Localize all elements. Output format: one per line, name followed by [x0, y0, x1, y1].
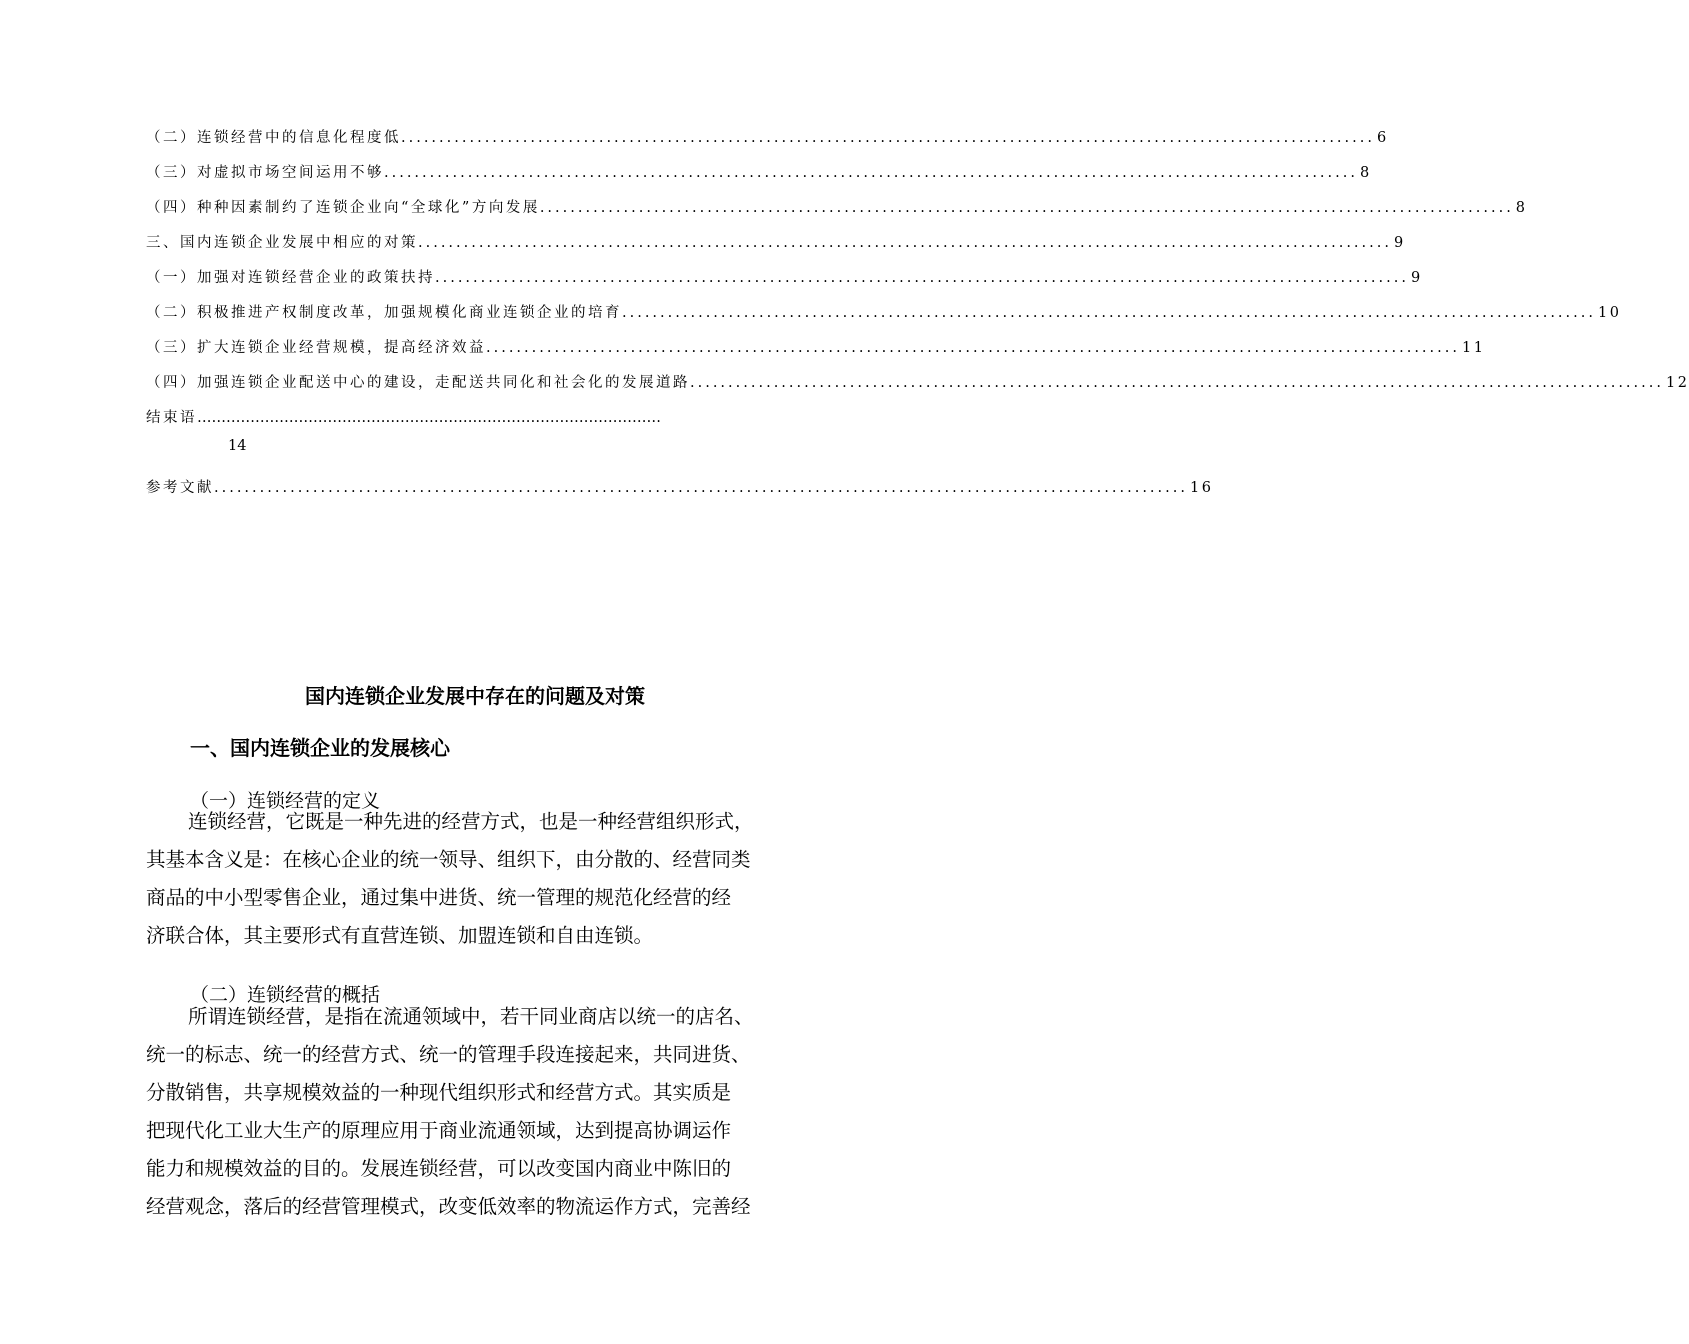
toc-entry-page: 11 — [1461, 340, 1486, 356]
toc-leader-dots: ................................................................................................................................ — [401, 130, 1375, 146]
toc-entry-label: （四）种种因素制约了连锁企业向“全球化”方向发展 — [146, 200, 540, 216]
section-heading: 一、国内连锁企业的发展核心 — [190, 736, 450, 760]
toc-entry-page: 10 — [1597, 305, 1622, 321]
toc-entry[interactable] — [146, 334, 1486, 369]
toc-leader-dots: ................................................................................................................................ — [384, 165, 1358, 181]
paragraph — [146, 998, 826, 1226]
toc-entry-label: （二）连锁经营中的信息化程度低 — [146, 130, 401, 146]
paragraph-line: 能力和规模效益的目的。发展连锁经营，可以改变国内商业中陈旧的 — [146, 1157, 732, 1180]
paragraph-line: 商品的中小型零售企业，通过集中进货、统一管理的规范化经营的经 — [146, 886, 732, 909]
toc-leader-ellipsis: …………………………………………………………………………………… — [197, 410, 661, 426]
toc-entry-label: （四）加强连锁企业配送中心的建设，走配送共同化和社会化的发展道路 — [146, 375, 690, 391]
toc-leader-dots: ................................................................................................................................ — [486, 340, 1460, 356]
toc-entry[interactable] — [146, 474, 1214, 509]
toc-leader-dots: ................................................................................................................................ — [539, 200, 1514, 216]
toc-entry-page: 16 — [1189, 480, 1214, 496]
toc-entry-label: （二）积极推进产权制度改革，加强规模化商业连锁企业的培育 — [146, 305, 622, 321]
toc-leader-dots: ................................................................................................................................ — [622, 305, 1596, 321]
document-title: 国内连锁企业发展中存在的问题及对策 — [305, 684, 645, 708]
toc-leader-dots: ................................................................................................................................ — [418, 235, 1392, 251]
toc-entry[interactable] — [146, 229, 1406, 264]
toc-entry-page: 8 — [1359, 165, 1372, 181]
table-of-contents — [146, 124, 1689, 439]
toc-leader-dots: ................................................................................................................................ — [435, 270, 1409, 286]
toc-entry[interactable] — [146, 369, 1689, 404]
toc-entry-conclusion[interactable] — [146, 404, 806, 439]
toc-entry[interactable] — [146, 264, 1423, 299]
toc-leader-dots: ................................................................................................................................ — [214, 480, 1188, 496]
toc-entry-label: 三、国内连锁企业发展中相应的对策 — [146, 235, 418, 251]
paragraph-line: 连锁经营，它既是一种先进的经营方式，也是一种经营组织形式， — [188, 810, 754, 833]
toc-leader-dots: ................................................................................................................................ — [690, 375, 1664, 391]
paragraph-line: 济联合体，其主要形式有直营连锁、加盟连锁和自由连锁。 — [146, 924, 654, 947]
paragraph-line: 把现代化工业大生产的原理应用于商业流通领域，达到提高协调运作 — [146, 1119, 732, 1142]
paragraph — [146, 803, 826, 955]
toc-entry-label: （三）对虚拟市场空间运用不够 — [146, 165, 384, 181]
toc-entry[interactable] — [146, 159, 1372, 194]
toc-entry-page: 9 — [1410, 270, 1423, 286]
subsection-heading: （二）连锁经营的概括 — [190, 984, 381, 1006]
toc-entry-label: （三）扩大连锁企业经营规模，提高经济效益 — [146, 340, 486, 356]
toc-entry-page: 9 — [1393, 235, 1406, 251]
toc-entry[interactable] — [146, 124, 1389, 159]
paragraph-line: 分散销售，共享规模效益的一种现代组织形式和经营方式。其实质是 — [146, 1081, 732, 1104]
toc-entry-page: 8 — [1515, 200, 1528, 216]
toc-entry[interactable] — [146, 194, 1528, 229]
subsection-heading: （一）连锁经营的定义 — [190, 790, 381, 812]
paragraph-line: 统一的标志、统一的经营方式、统一的管理手段连接起来，共同进货、 — [146, 1043, 751, 1066]
paragraph-line: 经营观念，落后的经营管理模式，改变低效率的物流运作方式，完善经 — [146, 1195, 751, 1218]
paragraph-line: 所谓连锁经营，是指在流通领域中，若干同业商店以统一的店名、 — [188, 1005, 754, 1028]
toc-entry-label: （一）加强对连锁经营企业的政策扶持 — [146, 270, 435, 286]
toc-entry-label: 结束语 — [146, 410, 197, 426]
toc-references — [146, 474, 1214, 509]
toc-entry[interactable] — [146, 299, 1622, 334]
toc-entry-page: 6 — [1376, 130, 1389, 146]
toc-entry-page: 14 — [228, 438, 247, 454]
paragraph-line: 其基本含义是：在核心企业的统一领导、组织下，由分散的、经营同类 — [146, 848, 751, 871]
toc-entry-label: 参考文献 — [146, 480, 214, 496]
toc-entry-page: 12 — [1665, 375, 1689, 391]
